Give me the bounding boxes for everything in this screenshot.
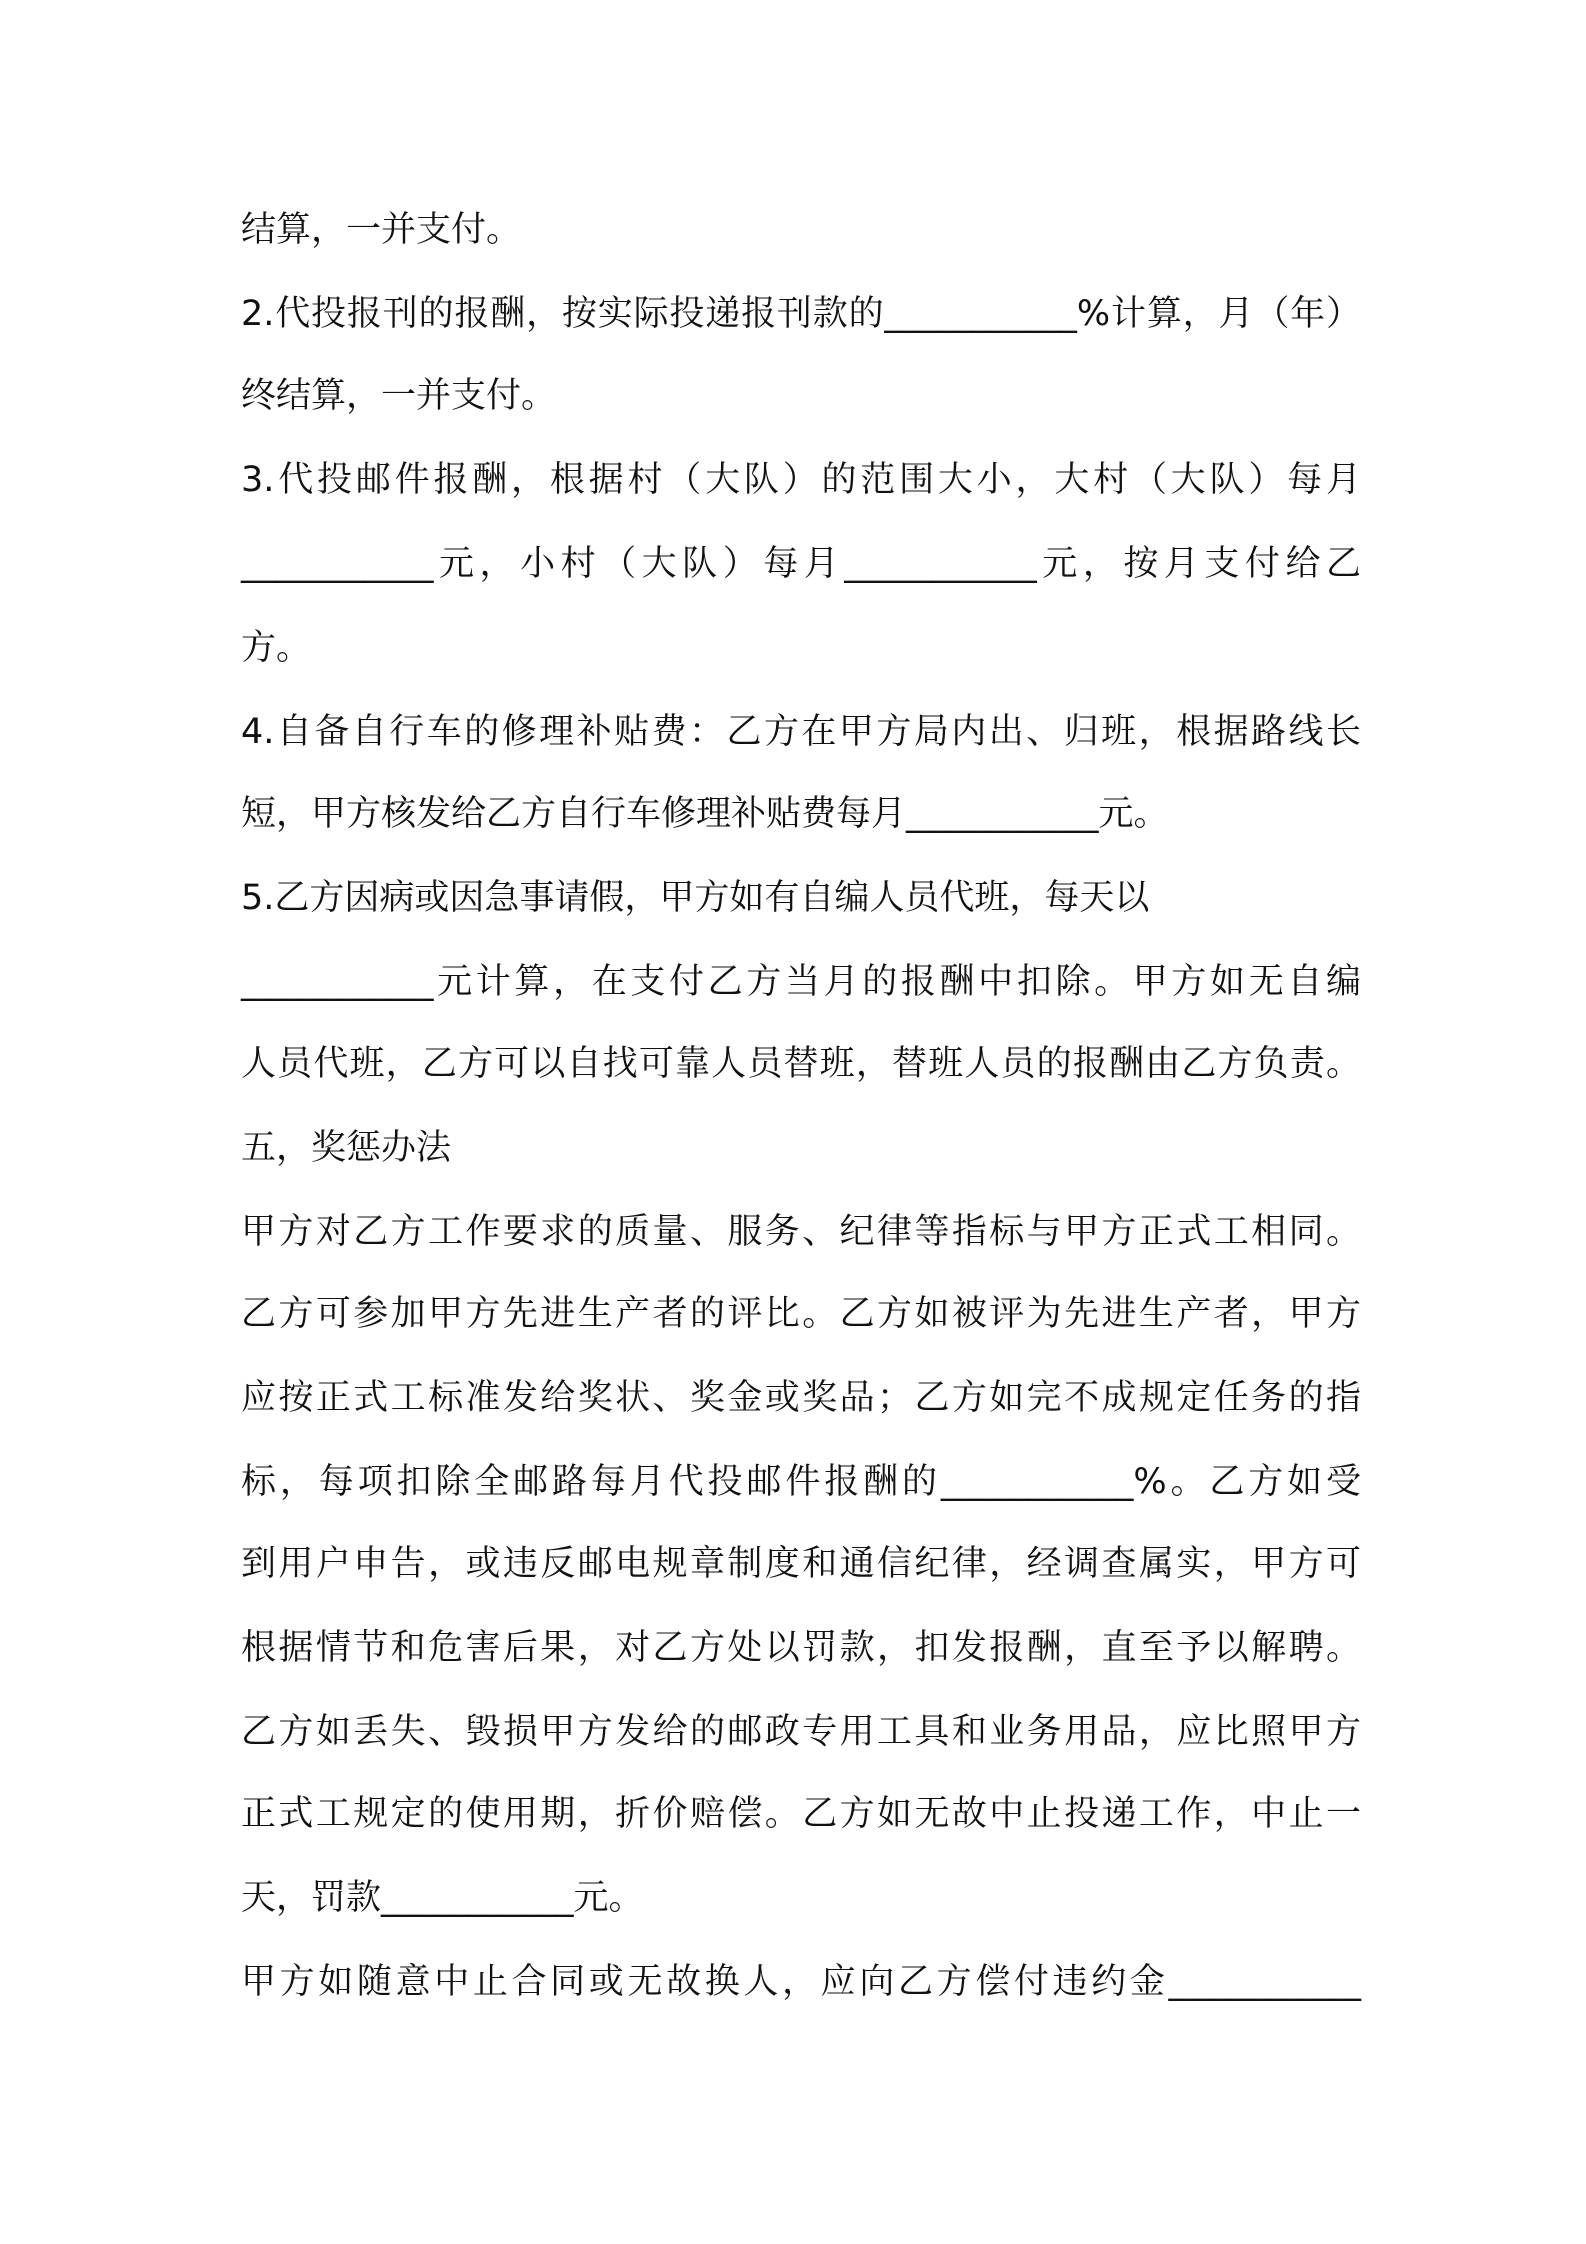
text-line: 乙方如丢失、毁损甲方发给的邮政专用工具和业务用品，应比照甲方 [241, 1712, 1361, 1752]
text-line: 天，罚款___________元。 [241, 1878, 644, 1918]
text-line: 方。 [241, 628, 312, 668]
text-line: 正式工规定的使用期，折价赔偿。乙方如无故中止投递工作，中止一 [241, 1794, 1361, 1834]
text-line: 人员代班，乙方可以自找可靠人员替班，替班人员的报酬由乙方负责。 [241, 1044, 1361, 1084]
text-line: 短，甲方核发给乙方自行车修理补贴费每月___________元。 [241, 794, 1169, 834]
text-line: 根据情节和危害后果，对乙方处以罚款，扣发报酬，直至予以解聘。 [241, 1628, 1361, 1668]
text-line: 结算，一并支付。 [241, 210, 522, 250]
text-line: 甲方如随意中止合同或无故换人，应向乙方偿付违约金___________ [241, 1962, 1361, 2002]
text-line: 乙方可参加甲方先进生产者的评比。乙方如被评为先进生产者，甲方 [241, 1294, 1361, 1334]
text-line: 到用户申告，或违反邮电规章制度和通信纪律，经调查属实，甲方可 [241, 1544, 1361, 1584]
text-line: 2.代投报刊的报酬，按实际投递报刊款的___________%计算，月（年） [241, 294, 1361, 334]
text-line: 5.乙方因病或因急事请假，甲方如有自编人员代班，每天以 [241, 878, 1150, 918]
text-line: 4.自备自行车的修理补贴费：乙方在甲方局内出、归班，根据路线长 [241, 712, 1361, 752]
section-heading: 五，奖惩办法 [241, 1128, 452, 1168]
text-line: ___________元计算，在支付乙方当月的报酬中扣除。甲方如无自编 [241, 962, 1361, 1002]
text-line: 3.代投邮件报酬，根据村（大队）的范围大小，大村（大队）每月 [241, 460, 1361, 500]
text-line: 甲方对乙方工作要求的质量、服务、纪律等指标与甲方正式工相同。 [241, 1212, 1361, 1252]
text-line: ___________元，小村（大队）每月___________元，按月支付给乙 [241, 544, 1361, 584]
text-line: 应按正式工标准发给奖状、奖金或奖品；乙方如完不成规定任务的指 [241, 1378, 1361, 1418]
text-line: 标，每项扣除全邮路每月代投邮件报酬的___________%。乙方如受 [241, 1462, 1361, 1502]
text-line: 终结算，一并支付。 [241, 376, 557, 416]
